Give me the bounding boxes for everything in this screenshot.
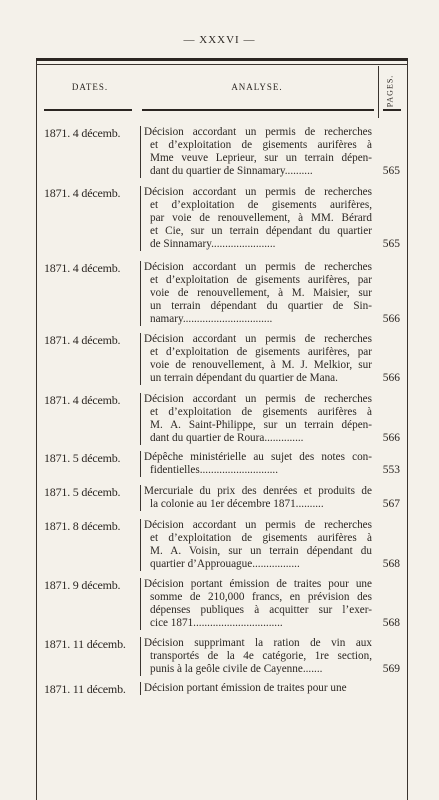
entry-page-number: 569 (382, 662, 400, 675)
entry-description-line: dant du quartier de Sinnamary.......... (150, 164, 313, 177)
entry-description-line: voie de renouvellement, à M. J. Melkior, sur (150, 358, 372, 371)
entry-description (140, 578, 372, 630)
pages-column-separator (378, 66, 379, 118)
entry-description-line: par voie de renouvellement, à MM. Bérard (150, 211, 372, 224)
entry-description-line: et d’exploitation de gisements aurifères, (150, 198, 372, 211)
entry-description-line: Décision portant émission de traites pour une (144, 682, 347, 694)
entry-description-line: Décision accordant un permis de recherches (144, 333, 372, 345)
entry-description (140, 333, 372, 385)
entry-description-line: de Sinnamary....................... (150, 237, 276, 250)
entry-description (140, 186, 372, 251)
column-header-dates: DATES. (71, 82, 109, 92)
frame-top-rule (36, 58, 408, 61)
column-header-analyse: ANALYSE. (231, 82, 283, 92)
entry-date: 1871. 11 décemb. (44, 637, 126, 651)
entry-description-line: transportés de la 4e catégorie, 1re section, (150, 649, 372, 662)
entry-description (140, 637, 372, 676)
entry-description-line: Décision supprimant la ration de vin aux (144, 637, 372, 649)
entry-page-number: 568 (382, 616, 400, 629)
entry-date: 1871. 5 décemb. (44, 485, 121, 499)
entry-description-line: voie de renouvellement, à M. Maisier, sur (150, 286, 372, 299)
entry-date: 1871. 4 décemb. (44, 126, 121, 140)
entry-description-line: quartier d’Approuague................. (150, 557, 300, 570)
frame-top-rule-thin (36, 64, 408, 65)
entry-page-number: 566 (382, 312, 400, 325)
entry-page-number: 566 (382, 431, 400, 444)
entry-page-number: 553 (382, 463, 400, 476)
entry-page-number: 565 (382, 237, 400, 250)
entry-description-line: punis à la geôle civile de Cayenne....... (150, 662, 323, 675)
entry-date: 1871. 4 décemb. (44, 261, 121, 275)
entry-description-line: Mercuriale du prix des denrées et produits de (144, 485, 372, 497)
header-rule-pages (383, 109, 401, 111)
entry-description-line: la colonie au 1er décembre 1871.......... (150, 497, 324, 510)
entry-description (140, 451, 372, 477)
entry-date: 1871. 4 décemb. (44, 393, 121, 407)
entry-description-line: namary................................ (150, 312, 273, 325)
entry-page-number: 568 (382, 557, 400, 570)
entry-description (140, 519, 372, 571)
entry-description-line: fidentielles............................ (150, 463, 279, 476)
entry-description-line: cice 1871................................ (150, 616, 283, 629)
entry-description (140, 393, 372, 445)
entry-description-line: dant du quartier de Roura.............. (150, 431, 304, 444)
entry-description (140, 485, 372, 511)
entry-description-line: et d’exploitation de gisements aurifères à (150, 138, 372, 151)
entry-description-line: M. A. Saint-Philippe, sur un terrain dépen- (150, 418, 372, 431)
entry-description-line: Décision accordant un permis de recherches (144, 519, 372, 531)
entry-date: 1871. 9 décemb. (44, 578, 121, 592)
entry-date: 1871. 8 décemb. (44, 519, 121, 533)
entry-description (140, 682, 372, 695)
entry-description-line: dépenses publiques à acquitter sur l’exer- (150, 603, 372, 616)
entry-description-line: M. A. Voisin, sur un terrain dépendant du (150, 544, 372, 557)
entry-description-line: Dépêche ministérielle au sujet des notes con- (144, 451, 372, 463)
entry-description-line: Décision accordant un permis de recherches (144, 186, 372, 198)
entry-page-number: 567 (382, 497, 400, 510)
entry-description-line: et Cie, sur un terrain dépendant du quartier (150, 224, 372, 237)
entry-date: 1871. 5 décemb. (44, 451, 121, 465)
entry-description-line: et d’exploitation de gisements aurifères à (150, 405, 372, 418)
entry-description-line: et d’exploitation de gisements aurifères à (150, 531, 372, 544)
header-rule-analyse (142, 109, 374, 111)
header-rule-dates (44, 109, 132, 111)
page-number: — XXXVI — (183, 34, 256, 46)
entry-page-number: 565 (382, 164, 400, 177)
entry-description-line: somme de 210,000 francs, en prévision des (150, 590, 372, 603)
entry-description-line: Mme veuve Leprieur, sur un terrain dépen- (150, 151, 372, 164)
entry-description-line: un terrain dépendant du quartier de Sin- (150, 299, 372, 312)
entry-description-line: et d’exploitation de gisements aurifères, par (150, 273, 372, 286)
entry-description-line: un terrain dépendant du quartier de Mana. (150, 371, 338, 384)
entry-description-line: Décision portant émission de traites pour une (144, 578, 372, 590)
entry-description-line: et d’exploitation de gisements aurifères, par (150, 345, 372, 358)
entry-date: 1871. 11 décemb. (44, 682, 126, 696)
entry-description (140, 126, 372, 178)
column-header-pages-label: PAGES. (385, 74, 395, 108)
entry-description-line: Décision accordant un permis de recherches (144, 393, 372, 405)
entry-description-line: Décision accordant un permis de recherches (144, 261, 372, 273)
entry-description-line: Décision accordant un permis de recherches (144, 126, 372, 138)
entry-page-number: 566 (382, 371, 400, 384)
entry-date: 1871. 4 décemb. (44, 333, 121, 347)
entry-date: 1871. 4 décemb. (44, 186, 121, 200)
entry-description (140, 261, 372, 326)
